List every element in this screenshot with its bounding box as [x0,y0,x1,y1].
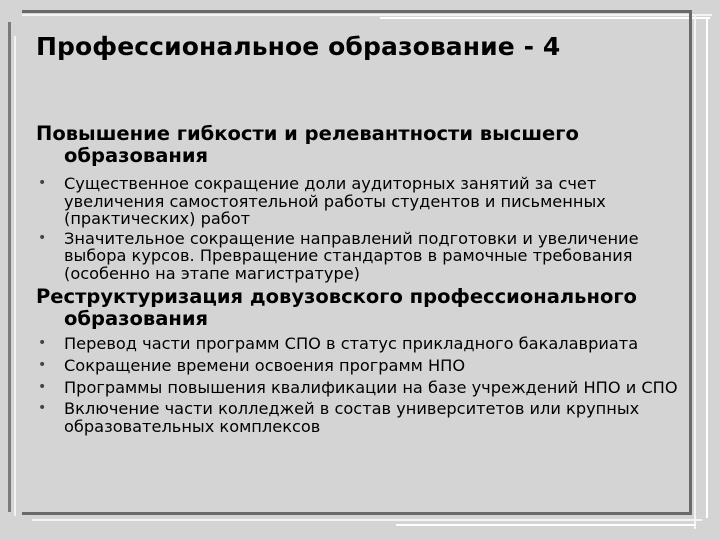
list-item-text: Перевод части программ СПО в статус прикладного бакалавриата [64,334,639,353]
bullet-icon: • [38,229,47,246]
frame-line [8,22,11,512]
bullet-icon: • [38,175,47,191]
frame-line [32,519,702,521]
list-item [36,400,686,436]
frame-line [22,10,692,13]
list-item [36,357,686,375]
frame-line [380,17,710,19]
frame-line [694,14,696,529]
bullet-icon: • [38,335,47,351]
section-heading: Повышение гибкости и релевантности высшего образования [36,122,579,167]
list-item-text: Включение части колледжей в состав университетов или крупных образовательных комплексов [64,399,640,437]
slide-title: Профессиональное образование - 4 [36,32,561,61]
bullet-icon: • [38,356,47,373]
list-item [36,379,686,397]
list-item [36,175,686,228]
bullet-icon: • [38,400,47,417]
bullet-icon: • [38,378,47,395]
frame-line [396,524,696,526]
frame-line [14,36,16,516]
frame-line [22,14,712,16]
slide-content [36,123,686,436]
list-item-text: Существенное сокращение доли аудиторных занятий за счет увеличения самостоятельной работы студентов и письменных (практических) работ [64,174,606,228]
bullet-list [36,335,686,436]
list-item [36,335,686,353]
list-item-text: Сокращение времени освоения программ НПО [64,355,466,375]
frame-line [689,10,692,515]
section-heading: Реструктуризация довузовского профессионального образования [36,285,637,330]
list-item [36,230,686,283]
frame-line [22,512,692,515]
list-item-text: Значительное сокращение направлений подготовки и увеличение выбора курсов. Превращение стандартов в рамочные требования (особенно на этапе магистратуре) [64,228,639,283]
list-item-text: Программы повышения квалификации на базе учреждений НПО и СПО [64,377,678,397]
frame-line [706,18,708,518]
bullet-list [36,175,686,282]
